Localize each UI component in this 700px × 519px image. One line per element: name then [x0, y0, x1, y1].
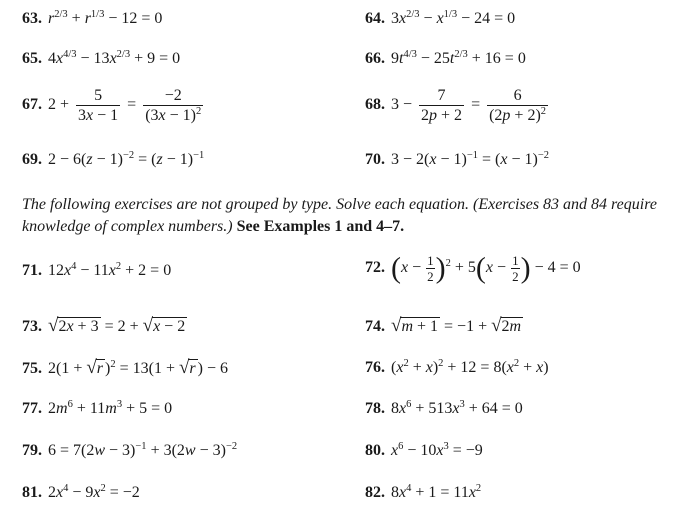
- exercise-67: [22, 86, 206, 125]
- exercise-78: [365, 399, 523, 419]
- exercise-number: 63.: [22, 10, 42, 27]
- exercise-number: 81.: [22, 484, 42, 501]
- exercise-number: 71.: [22, 262, 42, 279]
- equation: √2x + 3 = 2 + √x − 2: [48, 315, 186, 336]
- exercise-number: 65.: [22, 50, 42, 67]
- exercise-65: [22, 49, 180, 69]
- equation: $9t^{4/3} - 25t^{2/3} + 16 = 0$: [391, 49, 526, 67]
- equation: $(x^2 + x)^2 + 12 = 8(x^2 + x)$: [391, 358, 549, 376]
- equation: $8x^4 + 1 = 11x^2$: [391, 483, 482, 501]
- equation: 2(1 + √r )$^2$ = 13(1 + √r ) − 6: [48, 357, 229, 378]
- exercise-number: 68.: [365, 96, 385, 114]
- exercise-number: 67.: [22, 96, 42, 114]
- equation: $2x^4 - 9x^2 = -2$: [48, 483, 140, 501]
- exercise-66: [365, 49, 526, 69]
- equation: $x^6 - 10x^3 = -9$: [391, 441, 483, 459]
- exercise-77: [22, 399, 172, 419]
- exercise-74: [365, 316, 523, 337]
- instructions: [22, 194, 692, 238]
- examples-reference: See Examples 1 and 4–7.: [236, 218, 405, 235]
- exercise-number: 64.: [365, 10, 385, 27]
- exercise-number: 82.: [365, 484, 385, 501]
- exercise-number: 79.: [22, 442, 42, 459]
- exercise-63: [22, 9, 162, 29]
- exercise-69: [22, 150, 204, 170]
- exercise-79: [22, 441, 237, 461]
- equation: $3x^{2/3} - x^{1/3} - 24 = 0$: [391, 9, 516, 27]
- equation: (x − $\frac{1}{2}$ )$^2$ + 5(x − $\frac{1}{2}$ ) − 4 = 0: [391, 251, 581, 285]
- equation: $2 - 6(z - 1)^{-2} = (z - 1)^{-1}$: [48, 150, 205, 168]
- exercise-76: [365, 358, 549, 378]
- exercise-73: [22, 316, 187, 337]
- equation: 3 − $\frac{7}{2p + 2}$ = $\frac{6}{(2p + 2)^2}$: [391, 87, 547, 124]
- exercise-75: [22, 358, 228, 379]
- exercise-number: 70.: [365, 151, 385, 168]
- equation: $8x^6 + 513x^3 + 64 = 0$: [391, 399, 523, 417]
- equation: 2 + $\frac{5}{3x - 1}$ = $\frac{-2}{(3x - 1)^2}$: [48, 87, 202, 124]
- exercise-number: 76.: [365, 359, 385, 376]
- exercise-72: [365, 253, 581, 284]
- exercise-number: 78.: [365, 400, 385, 417]
- exercise-number: 69.: [22, 151, 42, 168]
- equation: $2m^6 + 11m^3 + 5 = 0$: [48, 399, 173, 417]
- exercise-82: [365, 483, 481, 503]
- exercise-71: [22, 261, 171, 281]
- equation: $r^{2/3} + r^{1/3} - 12 = 0$: [48, 9, 163, 27]
- exercise-81: [22, 483, 140, 503]
- exercise-number: 74.: [365, 318, 385, 335]
- equation: $3 - 2(x - 1)^{-1} = (x - 1)^{-2}$: [391, 150, 549, 168]
- exercise-number: 80.: [365, 442, 385, 459]
- exercise-68: [365, 86, 551, 125]
- exercise-number: 75.: [22, 360, 42, 377]
- equation: √m + 1 = −1 + √2m: [391, 315, 522, 336]
- exercise-70: [365, 150, 549, 170]
- instructions-text: The following exercises are not grouped by type. Solve each equation. (Exercises 83 and 84 require knowledge of complex numbers.): [22, 196, 657, 235]
- equation: $12x^4 - 11x^2 + 2 = 0$: [48, 261, 172, 279]
- exercise-80: [365, 441, 483, 461]
- exercise-number: 66.: [365, 50, 385, 67]
- equation: $4x^{4/3} - 13x^{2/3} + 9 = 0$: [48, 49, 181, 67]
- exercise-number: 77.: [22, 400, 42, 417]
- exercise-64: [365, 9, 515, 29]
- equation: $6 = 7(2w - 3)^{-1} + 3(2w - 3)^{-2}$: [48, 441, 238, 459]
- exercise-number: 72.: [365, 259, 385, 277]
- exercise-number: 73.: [22, 318, 42, 335]
